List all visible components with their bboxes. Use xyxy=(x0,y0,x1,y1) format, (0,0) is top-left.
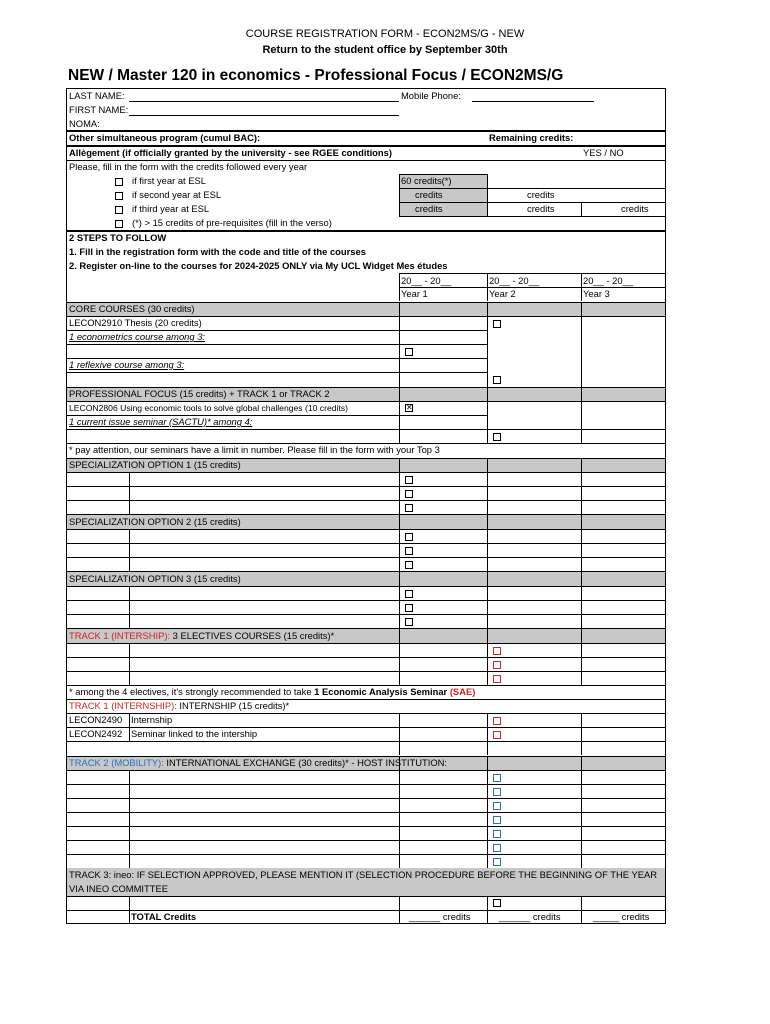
thesis-name: Thesis (20 credits) xyxy=(124,317,202,328)
first-name-label: FIRST NAME: xyxy=(69,104,129,115)
esl-year3-checkbox[interactable] xyxy=(115,206,123,214)
specialization-3-title: SPECIALIZATION OPTION 3 (15 credits) xyxy=(69,573,241,584)
step-2: 2. Register on-line to the courses for 2024-2025 ONLY via My UCL Widget Mes études xyxy=(69,260,448,271)
esl-y3-y1-credits: credits xyxy=(415,203,443,214)
prereq-checkbox[interactable] xyxy=(115,220,123,228)
credits-60-label: 60 credits(*) xyxy=(401,175,452,186)
mobile-label: Mobile Phone: xyxy=(401,90,461,101)
specialization-2-title: SPECIALIZATION OPTION 2 (15 credits) xyxy=(69,516,241,527)
lecon2492-name: Seminar linked to the intership xyxy=(131,728,258,739)
spec3-row2-checkbox[interactable] xyxy=(405,604,413,612)
remaining-credits-label: Remaining credits: xyxy=(489,132,574,143)
spec1-row2-checkbox[interactable] xyxy=(405,490,413,498)
form-header-line2: Return to the student office by September 30th xyxy=(262,44,508,56)
thesis-row xyxy=(69,317,202,329)
year1-range: 20__ - 20__ xyxy=(401,275,452,286)
mobility-row6-checkbox[interactable] xyxy=(493,844,501,852)
last-name-label: LAST NAME: xyxy=(69,90,125,101)
lecon2490-code: LECON2490 xyxy=(69,714,123,725)
lecon2806-row: LECON2806 Using economic tools to solve global challenges (10 credits) xyxy=(69,403,348,413)
track1-electives-prefix: TRACK 1 (INTERSHIP): xyxy=(69,630,171,641)
track2-prefix: TRACK 2 (MOBILITY): xyxy=(69,757,164,768)
last-name-field[interactable] xyxy=(129,101,399,102)
esl-year1-label: if first year at ESL xyxy=(132,175,206,186)
total-year3[interactable]: _____ credits xyxy=(593,911,650,922)
allegement-label: Allègement (if officially granted by the university - see RGEE conditions) xyxy=(69,147,392,158)
track3-line1: TRACK 3: ineo: IF SELECTION APPROVED, PLEASE MENTION IT (SELECTION PROCEDURE BEFORE THE BEGINNING OF THE YEAR xyxy=(69,869,657,880)
spec2-row3-checkbox[interactable] xyxy=(405,561,413,569)
esl-year2-checkbox[interactable] xyxy=(115,192,123,200)
track1-electives-title xyxy=(69,630,334,642)
esl-year3-label: if third year at ESL xyxy=(132,203,210,214)
esl-y3-y2-credits: credits xyxy=(527,203,555,214)
first-name-field[interactable] xyxy=(129,115,399,116)
professional-focus-title: PROFESSIONAL FOCUS (15 credits) + TRACK 1 or TRACK 2 xyxy=(69,388,330,399)
elective-row3-checkbox[interactable] xyxy=(493,675,501,683)
sactu-label: 1 current issue seminar (SACTU)* among 4: xyxy=(69,416,253,427)
year3-header: Year 3 xyxy=(583,288,610,299)
other-program-label: Other simultaneous program (cumul BAC): xyxy=(69,132,261,143)
econometrics-label: 1 econometrics course among 3: xyxy=(69,331,206,342)
year1-header: Year 1 xyxy=(401,288,428,299)
esl-y2-y1-credits: credits xyxy=(415,189,443,200)
spec1-row1-checkbox[interactable] xyxy=(405,476,413,484)
lecon2806-year1-checkbox[interactable]: ✕ xyxy=(406,403,413,412)
elective-row2-checkbox[interactable] xyxy=(493,661,501,669)
mobility-row3-checkbox[interactable] xyxy=(493,802,501,810)
mobility-row4-checkbox[interactable] xyxy=(493,816,501,824)
track2-title xyxy=(69,757,447,769)
econometrics-checkbox[interactable] xyxy=(405,348,413,356)
esl-y3-y3-credits: credits xyxy=(621,203,649,214)
track3-line2: VIA INEO COMMITTEE xyxy=(69,883,168,894)
thesis-year2-checkbox[interactable] xyxy=(493,320,501,328)
mobility-row7-checkbox[interactable] xyxy=(493,858,501,866)
esl-year2-label: if second year at ESL xyxy=(132,189,222,200)
mobility-row2-checkbox[interactable] xyxy=(493,788,501,796)
form-header-line1: COURSE REGISTRATION FORM - ECON2MS/G - NEW xyxy=(245,28,525,40)
lecon2490-name: Internship xyxy=(131,714,173,725)
spec3-row1-checkbox[interactable] xyxy=(405,590,413,598)
spec1-row3-checkbox[interactable] xyxy=(405,504,413,512)
step-1: 1. Fill in the registration form with the code and title of the courses xyxy=(69,246,366,257)
spec3-row3-checkbox[interactable] xyxy=(405,618,413,626)
page-title: NEW / Master 120 in economics - Professional Focus / ECON2MS/G xyxy=(68,67,564,84)
year2-range: 20__ - 20__ xyxy=(489,275,540,286)
track1-electives-rest: 3 ELECTIVES COURSES (15 credits)* xyxy=(170,630,335,641)
sae-note-text: * among the 4 electives, it's strongly recommended to take xyxy=(69,686,315,697)
track1-internship-rest: INTERNSHIP (15 credits)* xyxy=(176,700,290,711)
track2-rest: INTERNATIONAL EXCHANGE (30 credits)* - HOST INSTITUTION: xyxy=(163,757,448,768)
year3-range: 20__ - 20__ xyxy=(583,275,634,286)
registration-form xyxy=(66,88,666,924)
yes-no-option[interactable]: YES / NO xyxy=(583,147,624,158)
core-courses-title: CORE COURSES (30 credits) xyxy=(69,303,195,314)
thesis-code: LECON2910 xyxy=(69,317,123,328)
specialization-1-title: SPECIALIZATION OPTION 1 (15 credits) xyxy=(69,459,241,470)
ineo-checkbox[interactable] xyxy=(493,899,501,907)
esl-year1-checkbox[interactable] xyxy=(115,178,123,186)
track1-internship-title xyxy=(69,700,289,712)
lecon2492-checkbox[interactable] xyxy=(493,731,501,739)
fill-in-instruction: Please, fill in the form with the credits followed every year xyxy=(69,161,308,172)
total-year2[interactable]: ______ credits xyxy=(499,911,561,922)
prereq-label: (*) > 15 credits of pre-requisites (fill in the verso) xyxy=(132,217,332,228)
lecon2492-code: LECON2492 xyxy=(69,728,123,739)
spec2-row1-checkbox[interactable] xyxy=(405,533,413,541)
seminar-limit-note: * pay attention, our seminars have a limit in number. Please fill in the form with your Top 3 xyxy=(69,444,440,455)
esl-y2-y2-credits: credits xyxy=(527,189,555,200)
track1-internship-prefix: TRACK 1 (INTERNSHIP): xyxy=(69,700,177,711)
spec2-row2-checkbox[interactable] xyxy=(405,547,413,555)
sae-note xyxy=(69,686,475,698)
mobile-field[interactable] xyxy=(472,101,594,102)
steps-title: 2 STEPS TO FOLLOW xyxy=(69,232,167,243)
noma-label: NOMA: xyxy=(69,118,100,129)
sactu-checkbox[interactable] xyxy=(493,433,501,441)
elective-row1-checkbox[interactable] xyxy=(493,647,501,655)
total-credits-label: TOTAL Credits xyxy=(131,911,197,922)
mobility-row5-checkbox[interactable] xyxy=(493,830,501,838)
lecon2490-checkbox[interactable] xyxy=(493,717,501,725)
sae-note-bold: 1 Economic Analysis Seminar xyxy=(314,686,450,697)
mobility-row1-checkbox[interactable] xyxy=(493,774,501,782)
reflexive-checkbox[interactable] xyxy=(493,376,501,384)
year2-header: Year 2 xyxy=(489,288,516,299)
total-year1[interactable]: ______ credits xyxy=(409,911,471,922)
reflexive-label: 1 reflexive course among 3: xyxy=(69,359,185,370)
sae-note-red: (SAE) xyxy=(449,686,476,697)
